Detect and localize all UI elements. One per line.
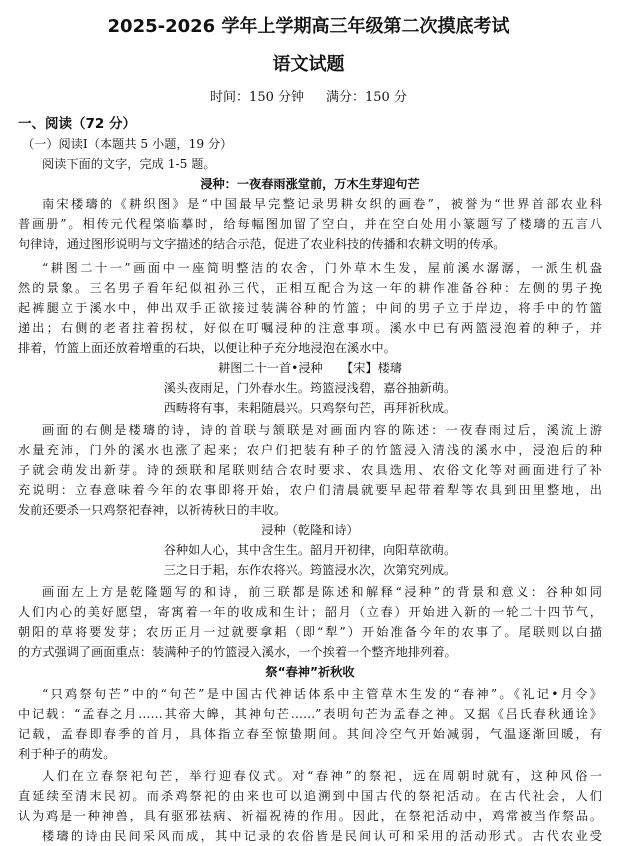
body-line: 普画册”。相传元代程棨临摹时，给每幅图加留了空白，并在空白处用小篆题写了楼璹的五言八: [18, 217, 602, 231]
body-line: 递出；右侧的老者拄着拐杖，好似在叮嘱浸种的注意事项。溪水中已有两篮浸泡着的种子，并: [18, 321, 602, 335]
section-heading: 一、阅读（72 分）: [18, 116, 136, 132]
body-line: 直延续至清末民初。而杀鸡祭祀的由来也可以追溯到中国古代的祭祀活动。在古代社会，人们: [18, 789, 602, 803]
body-line: 水量充沛，门外的溪水也涨了起来；农户们把装有种子的竹篮浸入清浅的溪水中，浸泡后的种: [18, 443, 602, 457]
article-title: 浸种：一夜春雨涨堂前，万木生芽迎句芒: [200, 177, 420, 191]
body-line: 认为鸡是一种神兽，具有驱邪祛病、祈福祝祷的作用。因此，在祭祀活动中，鸡常被当作祭品。: [18, 809, 602, 823]
body-line: 充说明：立春意味着今年的农事即将开始，农户们清晨就要早起带着犁等农具到田里整地，出: [18, 483, 602, 497]
poem-title: 浸种（乾隆和诗）: [261, 523, 359, 537]
exam-title: 2025-2026 学年上学期高三年级第二次摸底考试: [107, 16, 510, 37]
poem-line: 谷种如人心，其中含生生。韶月开初律，向阳草欲萌。: [163, 543, 457, 557]
instruction-text: 阅读下面的文字，完成 1-5 题。: [42, 157, 216, 171]
exam-meta: [0, 86, 617, 105]
poem-line: 三之日于耜，东作农将兴。筠篮浸水次，次第究列成。: [163, 563, 457, 577]
body-line: “只鸡祭句芒”中的“句芒”是中国古代神话体系中主管草木生发的“春神”。《礼记•月令》: [42, 687, 602, 701]
body-line: 发前还要杀一只鸡祭祀春神，以祈祷秋日的丰收。: [18, 503, 287, 517]
body-line: 子就会萌发出新芽。诗的颈联和尾联则结合农时要求、农具选用、农俗文化等对画面进行了补: [18, 463, 602, 477]
body-line: 人们内心的美好愿望，寄寓着一年的收成和生计；韶月（立春）开始进入新的一轮二十四节气，: [18, 605, 602, 619]
body-line: 利于种子的萌发。: [18, 747, 116, 761]
section-subtitle: 祭“春神”祈秋收: [265, 665, 355, 679]
body-line: 起裤腿立于溪水中，伸出双手正欲接过装满谷种的竹篮；中间的男子立于岸边，将手中的竹篮: [18, 301, 602, 315]
body-line: 画面左上方是乾隆题写的和诗，前三联都是陈述和解释“浸种”的背景和意义：谷种如同: [42, 585, 602, 599]
subject-title: 语文试题: [272, 54, 345, 75]
poem-line: 西畴将有事，耒耜随晨兴。只鸡祭句芒，再拜祈秋成。: [163, 401, 457, 415]
body-line: 朝阳的草将要发芽；农历正月一过就要拿耜（即“犁”）开始准备今年的农事了。尾联则以白描: [18, 625, 602, 639]
body-line: 句律诗，通过图形说明与文字描述的结合示范，促进了农业科技的传播和农耕文明的传承。: [18, 237, 506, 251]
body-line: 楼璹的诗由民间采风而成，其中记录的农俗皆是民间认可和采用的活动形式。古代农业受: [42, 829, 602, 843]
body-line: “耕图二十一”画面中一座简明整洁的农舍，门外草木生发，屋前溪水潺潺，一派生机盎: [42, 261, 602, 275]
body-line: 人们在立春祭祀句芒，举行迎春仪式。对“春神”的祭祀，远在周朝时就有，这种风俗一: [42, 769, 602, 783]
body-line: 记载，孟春即春季的首月，具体指立春至惊蛰期间。其间冷空气开始减弱，气温逐渐回暖，有: [18, 727, 602, 741]
body-line: 画面的右侧是楼璹的诗，诗的首联与颔联是对画面内容的陈述：一夜春雨过后，溪流上游: [42, 423, 602, 437]
body-line: 南宋楼璹的《耕织图》是“中国最早完整记录男耕女织的画卷”，被誉为“世界首部农业科: [42, 197, 602, 211]
poem-line: 溪头夜雨足，门外春水生。筠篮浸浅碧，嘉谷抽新萌。: [163, 381, 457, 395]
poem-title: 耕图二十一首•浸种 【宋】楼璹: [218, 361, 402, 375]
body-line: 中记载：“孟春之月……其帝大皞，其神句芒……”表明句芒为孟春之神。又据《吕氏春秋通诠》: [18, 707, 602, 721]
body-line: 然的景象。三名男子看年纪似祖孙三代，正相互配合为这一年的耕作准备谷种：左侧的男子挽: [18, 281, 602, 295]
body-line: 排着，竹篮上面还放着增重的石块，以便让种子充分地浸泡在溪水中。: [18, 341, 396, 355]
exam-time: 时间：150 分钟: [210, 90, 304, 105]
exam-score: 满分：150 分: [326, 90, 407, 105]
subsection-heading: （一）阅读Ⅰ（本题共 5 小题，19 分）: [22, 137, 233, 151]
body-line: 的方式强调了画面重点：装满种子的竹篮浸入溪水，一个挨着一个整齐地排列着。: [18, 645, 457, 659]
